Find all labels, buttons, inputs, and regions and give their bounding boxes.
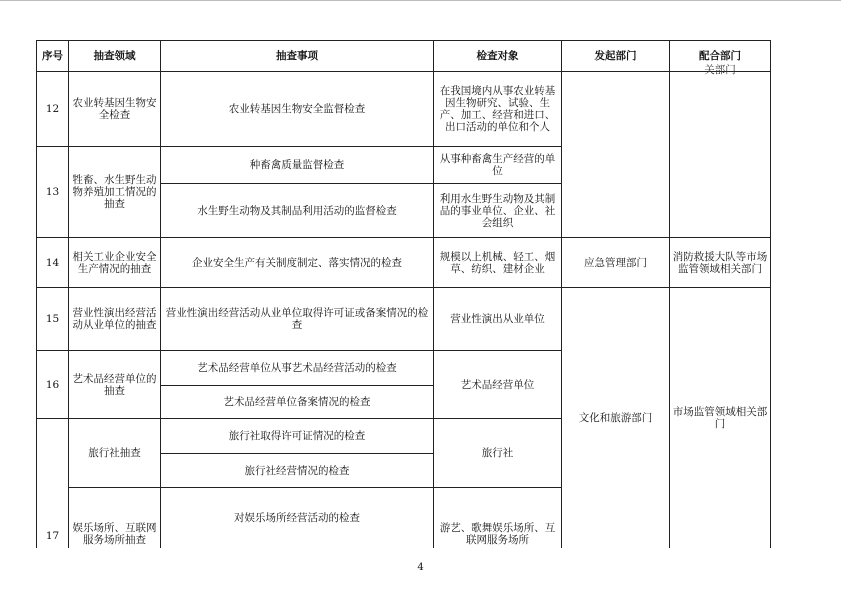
header-row bbox=[37, 41, 771, 72]
row-16-seq: 16 bbox=[37, 351, 69, 419]
row-13-item-b: 水生野生动物及其制品利用活动的监督检查 bbox=[161, 184, 434, 238]
row-15-domain: 营业性演出经营活动从业单位的抽查 bbox=[69, 288, 161, 351]
row-13-item-a: 种畜禽质量监督检查 bbox=[161, 147, 434, 184]
header-seq: 序号 bbox=[37, 41, 69, 72]
header-item: 抽查事项 bbox=[161, 41, 434, 72]
header-domain: 抽查领域 bbox=[69, 41, 161, 72]
row-17-item-b: 旅行社经营情况的检查 bbox=[161, 454, 434, 488]
row-16-item-a: 艺术品经营单位从事艺术品经营活动的检查 bbox=[161, 351, 434, 386]
inspection-table bbox=[36, 40, 771, 548]
row-14-item: 企业安全生产有关制度制定、落实情况的检查 bbox=[161, 238, 434, 288]
table-row bbox=[37, 288, 771, 351]
row-12-object: 在我国境内从事农业转基因生物研究、试验、生产、加工、经营和进口、出口活动的单位和个人 bbox=[434, 72, 562, 147]
header-cooperator: 配合部门 bbox=[670, 41, 771, 72]
row-13-domain: 牲畜、水生野生动物养殖加工情况的抽查 bbox=[69, 147, 161, 238]
clipped-cooperator-text: 关部门 bbox=[704, 64, 736, 76]
row-14-object: 规模以上机械、轻工、烟草、纺织、建材企业 bbox=[434, 238, 562, 288]
row-17-domain-b: 娱乐场所、互联网服务场所抽查 bbox=[69, 488, 161, 548]
row-17-object-b: 游艺、歌舞娱乐场所、互联网服务场所 bbox=[434, 488, 562, 548]
row-17-item-a: 旅行社取得许可证情况的检查 bbox=[161, 419, 434, 454]
row-13-object-b: 利用水生野生动物及其制品的事业单位、企业、社会组织 bbox=[434, 184, 562, 238]
row-15-seq: 15 bbox=[37, 288, 69, 351]
row-13-object-a: 从事种畜禽生产经营的单位 bbox=[434, 147, 562, 184]
row-16-object: 艺术品经营单位 bbox=[434, 351, 562, 419]
table-row bbox=[37, 72, 771, 147]
row-14-initiator: 应急管理部门 bbox=[562, 238, 670, 288]
row-12-seq: 12 bbox=[37, 72, 69, 147]
row-14-seq: 14 bbox=[37, 238, 69, 288]
culture-initiator: 文化和旅游部门 bbox=[562, 288, 670, 548]
row-17-object-a: 旅行社 bbox=[434, 419, 562, 488]
page-number: 4 bbox=[417, 562, 424, 573]
row-17-domain-a: 旅行社抽查 bbox=[69, 419, 161, 488]
row-12-13-initiator bbox=[562, 72, 670, 238]
row-12-item: 农业转基因生物安全监督检查 bbox=[161, 72, 434, 147]
row-14-domain: 相关工业企业安全生产情况的抽查 bbox=[69, 238, 161, 288]
header-initiator: 发起部门 bbox=[562, 41, 670, 72]
table-row bbox=[37, 238, 771, 288]
row-13-seq: 13 bbox=[37, 147, 69, 238]
row-17-item-c: 对娱乐场所经营活动的检查 bbox=[161, 488, 434, 548]
row-15-object: 营业性演出从业单位 bbox=[434, 288, 562, 351]
row-14-cooperator: 消防救援大队等市场监管领域相关部门 bbox=[670, 238, 771, 288]
row-16-domain: 艺术品经营单位的抽查 bbox=[69, 351, 161, 419]
row-15-item: 营业性演出经营活动从业单位取得许可证或备案情况的检查 bbox=[161, 288, 434, 351]
culture-cooperator: 市场监管领域相关部门 bbox=[670, 288, 771, 548]
header-object: 检查对象 bbox=[434, 41, 562, 72]
row-17-seq: 17 bbox=[37, 419, 69, 548]
page-top-rule bbox=[0, 0, 841, 1]
row-12-13-cooperator bbox=[670, 64, 771, 238]
row-12-domain: 农业转基因生物安全检查 bbox=[69, 72, 161, 147]
row-16-item-b: 艺术品经营单位备案情况的检查 bbox=[161, 386, 434, 419]
